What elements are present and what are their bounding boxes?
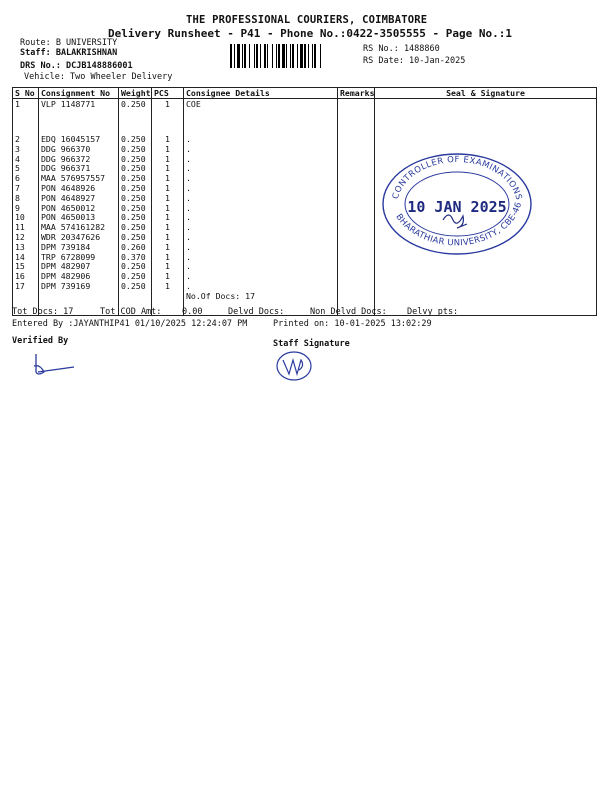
barcode-bar bbox=[242, 44, 243, 68]
col-sno: S No bbox=[13, 88, 39, 99]
row-consignee: . bbox=[186, 251, 191, 262]
tot-cod-label: Tot COD Amt: bbox=[100, 307, 162, 317]
col-remarks: Remarks bbox=[338, 88, 375, 99]
row-pcs: 1 bbox=[165, 134, 170, 144]
entered-by: Entered By :JAYANTHIP41 01/10/2025 12:24:07 PM bbox=[12, 319, 248, 329]
barcode-bar bbox=[308, 44, 309, 68]
row-consignee: . bbox=[186, 261, 191, 272]
barcode-bar bbox=[244, 44, 246, 68]
stamp-date: 10 JAN 2025 bbox=[407, 198, 507, 216]
table-row bbox=[13, 99, 597, 136]
cell-seal bbox=[375, 99, 597, 136]
row-sno: 3 bbox=[15, 143, 20, 154]
row-consignee: . bbox=[186, 173, 191, 184]
staff-signature bbox=[275, 350, 313, 382]
row-consignment: DPM 739184 bbox=[41, 241, 91, 252]
drs-number: DRS No.: DCJB148886001 bbox=[20, 61, 133, 71]
row-consignee: . bbox=[186, 192, 191, 203]
tot-cod-value: 0.00 bbox=[182, 307, 203, 317]
row-consignee: . bbox=[186, 241, 191, 252]
row-pcs: 1 bbox=[165, 182, 170, 193]
verifier-signature bbox=[28, 352, 78, 378]
company-title: THE PROFESSIONAL COURIERS, COIMBATORE bbox=[186, 14, 428, 26]
barcode-bar bbox=[314, 44, 316, 68]
barcode-bar bbox=[290, 44, 291, 68]
row-consignee: . bbox=[186, 280, 191, 291]
row-consignee: . bbox=[186, 202, 191, 213]
barcode-bar bbox=[276, 44, 277, 68]
row-consignee: . bbox=[186, 231, 191, 242]
row-pcs: 1 bbox=[165, 241, 170, 252]
row-consignment: DPM 482906 bbox=[41, 271, 91, 282]
row-weight: 0.250 bbox=[121, 143, 146, 154]
row-pcs: 1 bbox=[165, 153, 170, 164]
barcode-bar bbox=[300, 44, 303, 68]
row-sno: 2 bbox=[15, 134, 20, 144]
row-consignment: DPM 482907 bbox=[41, 261, 91, 272]
barcode-bar bbox=[256, 44, 258, 68]
no-of-docs: No.Of Docs: 17 bbox=[186, 290, 256, 301]
row-weight: 0.250 bbox=[121, 173, 146, 184]
row-pcs: 1 bbox=[165, 192, 170, 203]
row-weight: 0.250 bbox=[121, 153, 146, 164]
barcode-bar bbox=[286, 44, 287, 68]
row-sno: 9 bbox=[15, 202, 20, 213]
row-weight: 0.250 bbox=[121, 192, 146, 203]
barcode-bar bbox=[320, 44, 321, 68]
row-sno: 11 bbox=[15, 222, 25, 233]
barcode-bar bbox=[260, 44, 261, 68]
row-consignment: PON 4650013 bbox=[41, 212, 96, 223]
row-pcs: 1 bbox=[165, 280, 170, 291]
row-consignee: . bbox=[186, 222, 191, 233]
barcode-bar bbox=[264, 44, 266, 68]
barcode-bar bbox=[267, 44, 268, 68]
row-sno: 7 bbox=[15, 182, 20, 193]
col-weight: Weight bbox=[119, 88, 152, 99]
vehicle-label: Vehicle: Two Wheeler Delivery bbox=[24, 72, 173, 82]
row-consignee: . bbox=[186, 134, 191, 144]
barcode-bar bbox=[249, 44, 250, 68]
row-pcs: 1 bbox=[165, 143, 170, 154]
cell-consignee: COE bbox=[184, 99, 338, 136]
row-weight: 0.250 bbox=[121, 280, 146, 291]
barcode-bar bbox=[282, 44, 285, 68]
row-consignment: PON 4648927 bbox=[41, 192, 96, 203]
row-pcs: 1 bbox=[165, 261, 170, 272]
row-weight: 0.250 bbox=[121, 202, 146, 213]
cell-consignment: VLP 1148771 bbox=[39, 99, 119, 136]
row-weight: 0.250 bbox=[121, 261, 146, 272]
row-sno: 8 bbox=[15, 192, 20, 203]
row-weight: 0.250 bbox=[121, 271, 146, 282]
stamp-initials-signature bbox=[443, 215, 467, 228]
cell-pcs: 1 bbox=[152, 99, 184, 136]
row-weight: 0.260 bbox=[121, 241, 146, 252]
cell-sno-list bbox=[13, 135, 39, 316]
row-sno: 5 bbox=[15, 163, 20, 174]
row-weight: 0.250 bbox=[121, 163, 146, 174]
row-weight: 0.250 bbox=[121, 212, 146, 223]
stamp-bottom-text: BHARATHIAR UNIVERSITY, CBE-46 bbox=[393, 201, 525, 249]
row-consignment: MAA 576957557 bbox=[41, 173, 106, 184]
row-consignment: PON 4650012 bbox=[41, 202, 96, 213]
printed-on: Printed on: 10-01-2025 13:02:29 bbox=[273, 319, 432, 329]
runsheet-title: Delivery Runsheet - P41 - Phone No.:0422-3505555 - Page No.:1 bbox=[108, 27, 512, 40]
barcode-bar bbox=[292, 44, 294, 68]
cell-weight: 0.250 bbox=[119, 99, 152, 136]
row-sno: 4 bbox=[15, 153, 20, 164]
rs-date: RS Date: 10-Jan-2025 bbox=[363, 56, 466, 66]
row-consignee: . bbox=[186, 212, 191, 223]
row-sno: 6 bbox=[15, 173, 20, 184]
row-weight: 0.370 bbox=[121, 251, 146, 262]
row-pcs: 1 bbox=[165, 222, 170, 233]
row-pcs: 1 bbox=[165, 271, 170, 282]
row-sno: 13 bbox=[15, 241, 25, 252]
row-pcs: 1 bbox=[165, 202, 170, 213]
delvd-docs: Delvd Docs: bbox=[228, 307, 285, 317]
row-pcs: 1 bbox=[165, 163, 170, 174]
row-consignment: DDG 966370 bbox=[41, 143, 91, 154]
cell-sno: 1 bbox=[13, 99, 39, 136]
rs-number: RS No.: 1488860 bbox=[363, 44, 440, 54]
row-pcs: 1 bbox=[165, 212, 170, 223]
row-weight: 0.250 bbox=[121, 222, 146, 233]
svg-text:CONTROLLER OF EXAMINATIONS bbox=[391, 155, 524, 201]
col-consignee: Consignee Details bbox=[184, 88, 338, 99]
row-consignment: MAA 574161282 bbox=[41, 222, 106, 233]
row-pcs: 1 bbox=[165, 251, 170, 262]
row-consignee: . bbox=[186, 163, 191, 174]
table-header-row bbox=[13, 88, 597, 99]
cell-consignment-list bbox=[39, 135, 119, 316]
row-sno: 15 bbox=[15, 261, 25, 272]
barcode-bar bbox=[312, 44, 313, 68]
row-consignment: DDG 966371 bbox=[41, 163, 91, 174]
cell-pcs-list bbox=[152, 135, 184, 316]
row-sno: 12 bbox=[15, 231, 25, 242]
barcode bbox=[230, 44, 348, 68]
row-weight: 0.250 bbox=[121, 182, 146, 193]
staff-signature-label: Staff Signature bbox=[273, 339, 350, 349]
row-sno: 16 bbox=[15, 271, 25, 282]
barcode-bar bbox=[237, 44, 240, 68]
cell-consignee-list bbox=[184, 135, 338, 316]
row-consignment: DPM 739169 bbox=[41, 280, 91, 291]
non-delvd-docs: Non Delvd Docs: bbox=[310, 307, 387, 317]
row-sno: 10 bbox=[15, 212, 25, 223]
barcode-bar bbox=[230, 44, 232, 68]
row-consignee: . bbox=[186, 271, 191, 282]
barcode-bar bbox=[297, 44, 298, 68]
barcode-bar bbox=[304, 44, 306, 68]
row-consignment: EDQ 16045157 bbox=[41, 134, 101, 144]
cell-remarks-list bbox=[338, 135, 375, 316]
row-consignee: . bbox=[186, 153, 191, 164]
row-consignment: WDR 20347626 bbox=[41, 231, 101, 242]
row-weight: 0.250 bbox=[121, 231, 146, 242]
col-seal: Seal & Signature bbox=[375, 88, 597, 99]
cell-remarks bbox=[338, 99, 375, 136]
barcode-bar bbox=[278, 44, 280, 68]
row-weight: 0.250 bbox=[121, 134, 146, 144]
row-consignment: PON 4648926 bbox=[41, 182, 96, 193]
row-pcs: 1 bbox=[165, 173, 170, 184]
verified-by-label: Verified By bbox=[12, 336, 69, 346]
barcode-bar bbox=[234, 44, 235, 68]
barcode-bar bbox=[254, 44, 255, 68]
row-sno: 17 bbox=[15, 280, 25, 291]
route-label: Route: B UNIVERSITY bbox=[20, 38, 118, 48]
cell-weight-list bbox=[119, 135, 152, 316]
university-seal-stamp bbox=[375, 148, 535, 258]
tot-docs: Tot Docs: 17 bbox=[12, 307, 74, 317]
row-sno: 14 bbox=[15, 251, 25, 262]
row-consignee: . bbox=[186, 182, 191, 193]
row-consignment: TRP 6728099 bbox=[41, 251, 96, 262]
row-consignee: . bbox=[186, 143, 191, 154]
stamp-top-text: CONTROLLER OF EXAMINATIONS bbox=[390, 154, 524, 202]
col-pcs: PCS bbox=[152, 88, 184, 99]
row-pcs: 1 bbox=[165, 231, 170, 242]
col-consignment: Consignment No bbox=[39, 88, 119, 99]
staff-label: Staff: BALAKRISHNAN bbox=[20, 48, 118, 58]
barcode-bar bbox=[272, 44, 273, 68]
row-consignment: DDG 966372 bbox=[41, 153, 91, 164]
delvy-pts: Delvy pts: bbox=[407, 307, 459, 317]
